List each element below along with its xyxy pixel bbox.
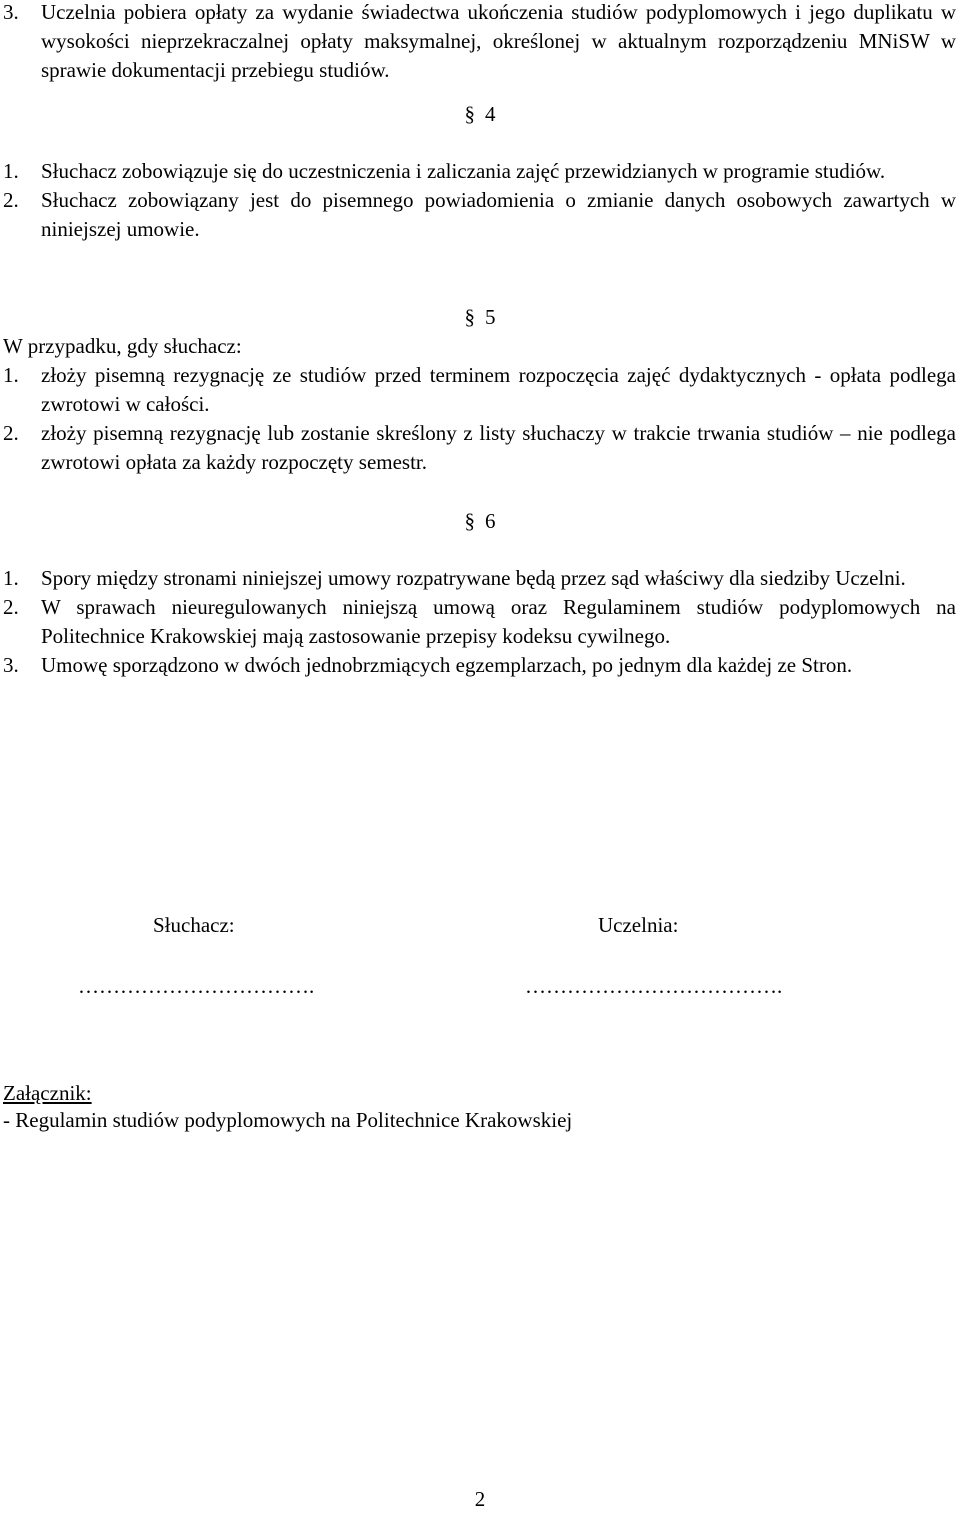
section-sign: § xyxy=(464,509,475,533)
attachment-item: - Regulamin studiów podyplomowych na Politechnice Krakowskiej xyxy=(3,1108,573,1132)
section-5-list xyxy=(0,361,960,477)
list-item xyxy=(0,564,960,593)
item-text: Umowę sporządzono w dwóch jednobrzmiących egzemplarzach, po jednym dla każdej ze Stron. xyxy=(41,653,853,677)
item-number: 2. xyxy=(3,421,19,445)
section-sign: § xyxy=(464,305,475,329)
item-number: 1. xyxy=(3,363,19,387)
item-number: 2. xyxy=(3,595,19,619)
item-text: Słuchacz zobowiązuje się do uczestniczenia i zaliczania zajęć przewidzianych w programie studiów. xyxy=(41,159,886,183)
paragraph-3 xyxy=(0,0,960,85)
item-number: 1. xyxy=(3,159,19,183)
item-text: złoży pisemną rezygnację lub zostanie skreślony z listy słuchaczy w trakcie trwania studiów – nie podlega zwrotowi opłata za każdy rozpoczęty semestr. xyxy=(41,421,956,474)
section-6-heading xyxy=(0,507,960,536)
university-signature-label: Uczelnia: xyxy=(598,913,679,937)
page-number: 2 xyxy=(474,1487,486,1511)
section-number: 6 xyxy=(485,509,496,533)
list-item xyxy=(0,651,960,680)
item-text: Spory między stronami niniejszej umowy rozpatrywane będą przez sąd właściwy dla siedziby Uczelni. xyxy=(41,566,906,590)
item-number: 3. xyxy=(3,653,19,677)
student-signature-line: ……………………………. xyxy=(78,974,315,998)
section-4-heading xyxy=(0,100,960,129)
list-item xyxy=(0,186,960,244)
attachment-label: Załącznik: xyxy=(3,1081,92,1105)
section-6-list xyxy=(0,564,960,680)
item-number: 2. xyxy=(3,188,19,212)
list-item xyxy=(0,361,960,419)
student-signature-label: Słuchacz: xyxy=(153,913,235,937)
item-text: złoży pisemną rezygnację ze studiów przed terminem rozpoczęcia zajęć dydaktycznych - opłata podlega zwrotowi w całości. xyxy=(41,363,956,416)
section-5-intro: W przypadku, gdy słuchacz: xyxy=(3,334,242,358)
list-item xyxy=(0,0,960,85)
section-5-heading xyxy=(0,303,960,332)
section-4-list xyxy=(0,157,960,244)
item-text: Słuchacz zobowiązany jest do pisemnego powiadomienia o zmianie danych osobowych zawartych w niniejszej umowie. xyxy=(41,188,956,241)
item-number: 3. xyxy=(3,0,19,24)
list-item xyxy=(0,419,960,477)
section-sign: § xyxy=(464,102,475,126)
list-item xyxy=(0,593,960,651)
university-signature-line: ………………………………. xyxy=(525,974,783,998)
item-number: 1. xyxy=(3,566,19,590)
list-item xyxy=(0,157,960,186)
section-number: 4 xyxy=(485,102,496,126)
item-text: Uczelnia pobiera opłaty za wydanie świadectwa ukończenia studiów podyplomowych i jego duplikatu w wysokości nieprzekraczalnej opłaty maksymalnej, określonej w aktualnym rozporządzeniu MNiSW w sprawie dokumentacji przebiegu studiów. xyxy=(41,0,956,82)
item-text: W sprawach nieuregulowanych niniejszą umową oraz Regulaminem studiów podyplomowych na Politechnice Krakowskiej mają zastosowanie przepisy kodeksu cywilnego. xyxy=(41,595,956,648)
section-number: 5 xyxy=(485,305,496,329)
